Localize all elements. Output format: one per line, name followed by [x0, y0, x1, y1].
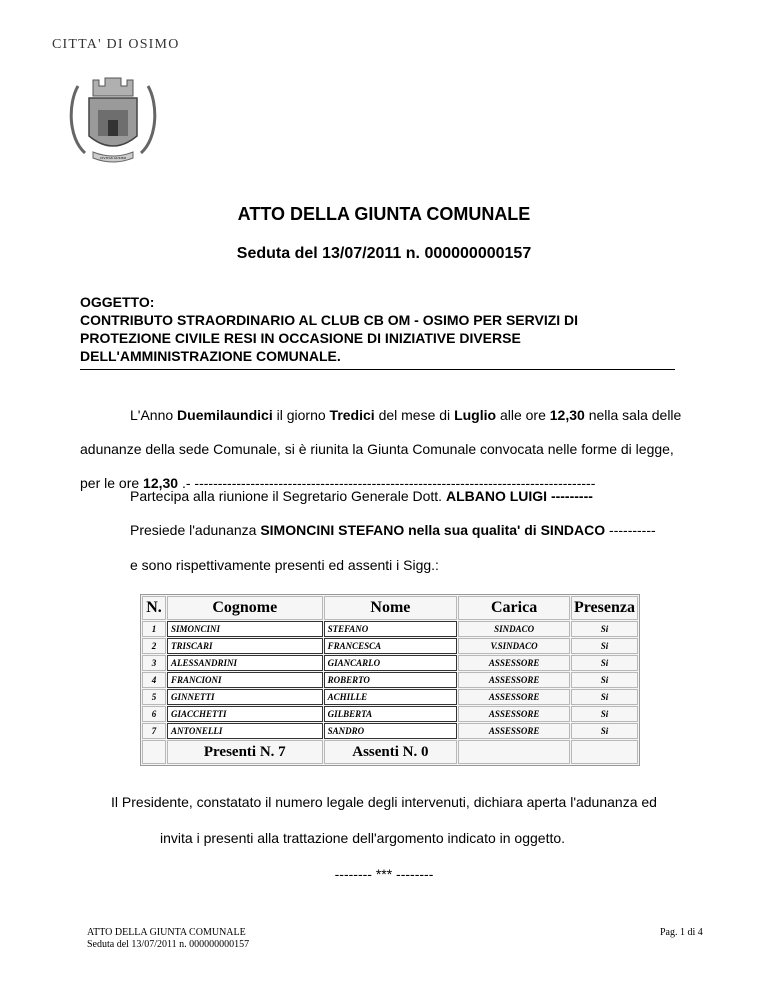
cell-name: GIANCARLO — [324, 655, 458, 671]
attendance-intro: e sono rispettivamente presenti ed assenti i Sigg.: — [130, 557, 439, 573]
cell-empty — [458, 740, 570, 764]
secretary-line: Partecipa alla riunione il Segretario Generale Dott. ALBANO LUIGI --------- — [130, 488, 593, 504]
cell-number: 4 — [142, 672, 166, 688]
subject-block — [80, 293, 700, 365]
city-header: CITTA' DI OSIMO — [52, 37, 180, 52]
cell-presence: Si — [571, 638, 638, 654]
page-number: Pag. 1 di 4 — [660, 927, 703, 938]
cell-role: ASSESSORE — [458, 689, 570, 705]
cell-role: V.SINDACO — [458, 638, 570, 654]
col-header-presence: Presenza — [571, 596, 638, 620]
table-summary-row — [142, 740, 638, 764]
cell-empty — [142, 740, 166, 764]
table-row — [142, 689, 638, 705]
cell-surname: ANTONELLI — [167, 723, 323, 739]
cell-role: ASSESSORE — [458, 672, 570, 688]
cell-role: SINDACO — [458, 621, 570, 637]
intro-line-1: L'Anno Duemilaundici il giorno Tredici del mese di Luglio alle ore 12,30 nella sala delle — [130, 407, 682, 423]
col-header-number: N. — [142, 596, 166, 620]
conclusion-line-1: Il Presidente, constatato il numero legale degli intervenuti, dichiara aperta l'adunanza ed — [111, 794, 657, 810]
cell-role: ASSESSORE — [458, 706, 570, 722]
table-row — [142, 621, 638, 637]
cell-surname: TRISCARI — [167, 638, 323, 654]
president-line: Presiede l'adunanza SIMONCINI STEFANO nella sua qualita' di SINDACO ---------- — [130, 522, 656, 538]
cell-role: ASSESSORE — [458, 655, 570, 671]
cell-name: ROBERTO — [324, 672, 458, 688]
subject-divider — [80, 369, 675, 370]
city-crest-emblem — [63, 58, 163, 173]
cell-surname: GINNETTI — [167, 689, 323, 705]
cell-name: STEFANO — [324, 621, 458, 637]
cell-surname: SIMONCINI — [167, 621, 323, 637]
session-info: Seduta del 13/07/2011 n. 000000000157 — [236, 245, 532, 262]
col-header-surname: Cognome — [167, 596, 323, 620]
cell-name: SANDRO — [324, 723, 458, 739]
cell-presence: Si — [571, 723, 638, 739]
cell-number: 6 — [142, 706, 166, 722]
cell-number: 5 — [142, 689, 166, 705]
cell-number: 2 — [142, 638, 166, 654]
footer-session: Seduta del 13/07/2011 n. 000000000157 — [87, 939, 250, 950]
cell-number: 7 — [142, 723, 166, 739]
subject-label: OGGETTO: — [80, 294, 155, 310]
subject-line: DELL'AMMINISTRAZIONE COMUNALE. — [80, 348, 341, 364]
attendance-table — [140, 594, 640, 766]
table-header-row — [142, 596, 638, 620]
intro-line-3: per le ore 12,30 .- -------------------------------------------------------------------------------------- — [80, 475, 596, 491]
cell-surname: ALESSANDRINI — [167, 655, 323, 671]
cell-role: ASSESSORE — [458, 723, 570, 739]
cell-presence: Si — [571, 655, 638, 671]
cell-name: GILBERTA — [324, 706, 458, 722]
cell-name: FRANCESCA — [324, 638, 458, 654]
subject-line: CONTRIBUTO STRAORDINARIO AL CLUB CB OM - OSIMO PER SERVIZI DI — [80, 312, 579, 328]
cell-name: ACHILLE — [324, 689, 458, 705]
cell-presence: Si — [571, 672, 638, 688]
section-separator: -------- *** -------- — [334, 866, 434, 882]
crest-motto: CIVITAS AUXIMI — [99, 156, 127, 160]
table-row — [142, 672, 638, 688]
cell-empty — [571, 740, 638, 764]
conclusion-line-2: invita i presenti alla trattazione dell'argomento indicato in oggetto. — [160, 830, 566, 846]
cell-surname: FRANCIONI — [167, 672, 323, 688]
cell-number: 1 — [142, 621, 166, 637]
absent-count: Assenti N. 0 — [324, 740, 458, 764]
present-count: Presenti N. 7 — [167, 740, 323, 764]
table-row — [142, 723, 638, 739]
table-row — [142, 655, 638, 671]
col-header-role: Carica — [458, 596, 570, 620]
subject-line: PROTEZIONE CIVILE RESI IN OCCASIONE DI INIZIATIVE DIVERSE — [80, 330, 521, 346]
cell-number: 3 — [142, 655, 166, 671]
table-row — [142, 706, 638, 722]
cell-presence: Si — [571, 621, 638, 637]
footer-document-info — [87, 927, 249, 951]
cell-presence: Si — [571, 689, 638, 705]
intro-line-2: adunanze della sede Comunale, si è riunita la Giunta Comunale convocata nelle forme di legge, — [80, 441, 674, 457]
intro-paragraph — [80, 398, 720, 500]
document-title: ATTO DELLA GIUNTA COMUNALE — [237, 204, 531, 224]
cell-surname: GIACCHETTI — [167, 706, 323, 722]
cell-presence: Si — [571, 706, 638, 722]
col-header-name: Nome — [324, 596, 458, 620]
footer-title: ATTO DELLA GIUNTA COMUNALE — [87, 927, 246, 938]
table-row — [142, 638, 638, 654]
